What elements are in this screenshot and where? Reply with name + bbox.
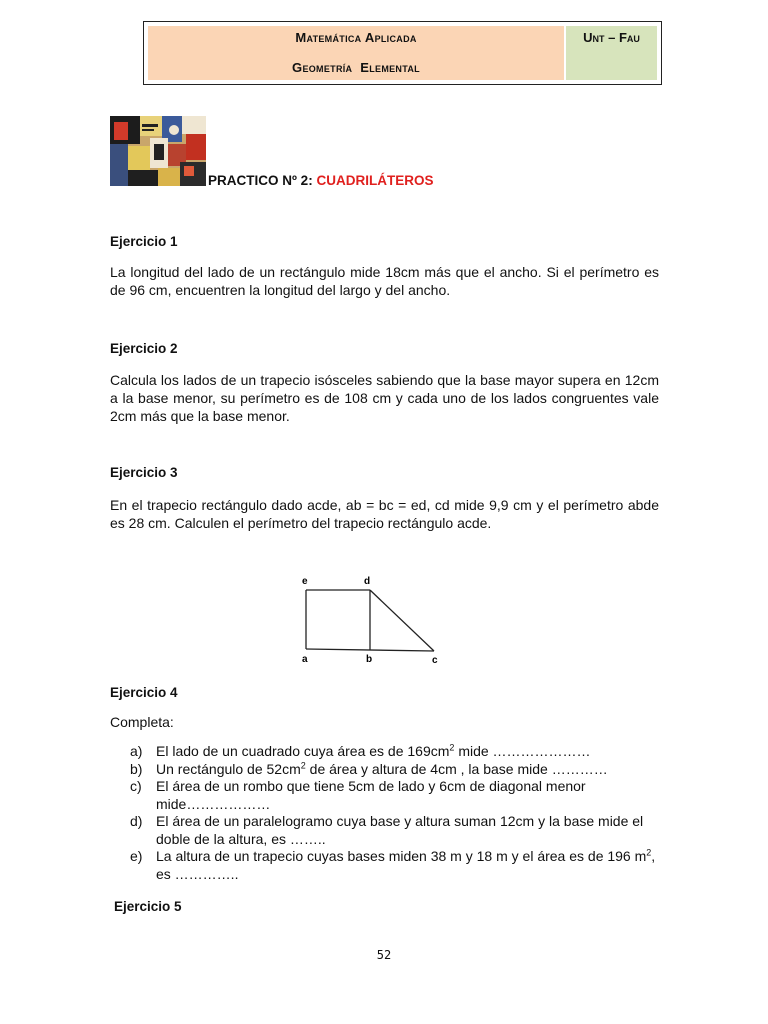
trapezoid-figure (296, 572, 446, 668)
practice-title (208, 173, 433, 188)
exercise-1-text: La longitud del lado de un rectángulo mide 18cm más que el ancho. Si el perímetro es de 96 cm, encuentren la longitud del largo y del ancho. (110, 264, 659, 298)
exercise-4-list (130, 743, 660, 883)
label-d: d (364, 576, 371, 587)
exercise-5-heading: Ejercicio 5 (114, 899, 182, 914)
exercise-3-text: En el trapecio rectángulo dado acde, ab = bc = ed, cd mide 9,9 cm y el perímetro abde es 28 cm. Calculen el perímetro del trapecio rectángulo acde. (110, 497, 659, 531)
header-institution-cell (566, 26, 657, 80)
list-item: c) El área de un rombo que tiene 5cm de lado y 6cm de diagonal menor mide……………… (130, 778, 586, 812)
practice-prefix: PRACTICO Nº 2 (208, 173, 309, 188)
list-item: e) La altura de un trapecio cuyas bases miden 38 m y 18 m y el área es de 196 $m^2$, es ………….. (130, 847, 656, 882)
exercise-2-heading: Ejercicio 2 (110, 341, 178, 356)
abstract-painting-image (110, 116, 206, 186)
subject-title: Geometría Elemental (292, 60, 420, 75)
exercise-4-heading: Ejercicio 4 (110, 685, 178, 700)
list-item: d) El área de un paralelogramo cuya base y altura suman 12cm y la base mide el doble de la altura, es …….. (130, 813, 644, 847)
label-b: b (366, 654, 373, 665)
list-item: a) El lado de un cuadrado cuya área es de $169cm^2$ mide ………………… (130, 742, 591, 759)
exercise-4-intro: Completa: (110, 714, 174, 730)
exercise-1-heading: Ejercicio 1 (110, 234, 178, 249)
label-a: a (302, 654, 308, 665)
exercise-3-heading: Ejercicio 3 (110, 465, 178, 480)
list-item: b) Un rectángulo de $52cm^2$ de área y altura de 4cm , la base mide ………… (130, 759, 608, 777)
header-table (143, 21, 662, 85)
page-number: 52 (376, 948, 392, 962)
header-course-cell (148, 26, 564, 80)
exercise-2-text: Calcula los lados de un trapecio isósceles sabiendo que la base mayor supera en 12cm a la base menor, su perímetro es de 108 cm y cada uno de los lados congruentes vale 2cm más que la base menor. (110, 372, 659, 424)
institution-label: Unt – Fau (583, 30, 640, 45)
label-e: e (302, 576, 308, 587)
label-c: c (432, 655, 438, 666)
practice-topic: CUADRILÁTEROS (316, 173, 434, 188)
course-title: Matemática Aplicada (295, 30, 417, 45)
practice-separator: : (308, 173, 317, 188)
